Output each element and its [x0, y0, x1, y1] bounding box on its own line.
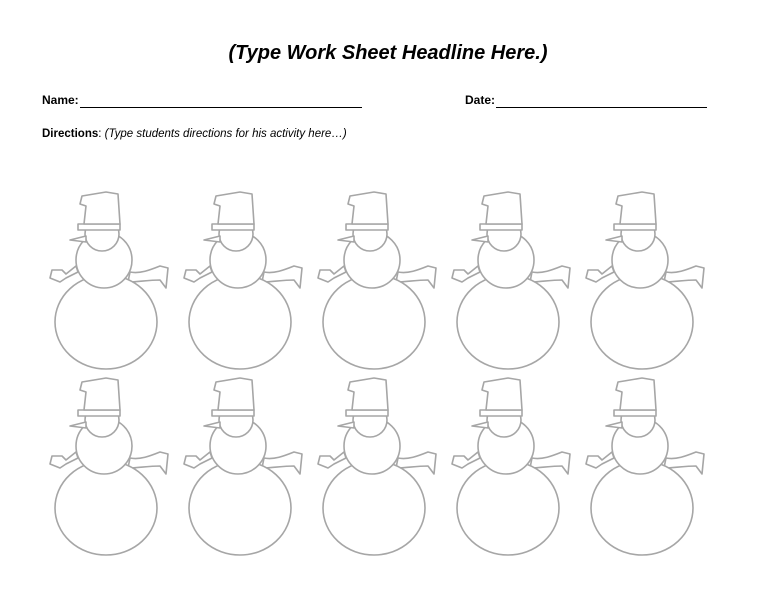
name-label: Name: — [42, 93, 79, 107]
snowman-outline-icon — [40, 376, 176, 556]
snowman-outline-icon — [442, 376, 578, 556]
directions — [42, 127, 347, 141]
snowman-outline-icon — [576, 376, 712, 556]
directions-text: (Type students directions for his activity here…) — [104, 128, 347, 140]
date-blank-line[interactable] — [496, 95, 707, 108]
snowman-outline-icon — [174, 190, 310, 370]
snowman-grid — [40, 190, 740, 560]
snowman-outline-icon — [576, 190, 712, 370]
worksheet-headline: (Type Work Sheet Headline Here.) — [228, 42, 548, 64]
directions-separator: : — [98, 128, 105, 140]
snowman-outline-icon — [174, 376, 310, 556]
name-blank-line[interactable] — [80, 95, 362, 108]
snowman-outline-icon — [442, 190, 578, 370]
date-label: Date: — [465, 93, 496, 107]
name-field — [42, 92, 362, 108]
snowman-outline-icon — [308, 376, 444, 556]
snowman-outline-icon — [308, 190, 444, 370]
snowman-outline-icon — [40, 190, 176, 370]
date-field — [465, 92, 707, 108]
directions-label: Directions — [42, 128, 99, 140]
